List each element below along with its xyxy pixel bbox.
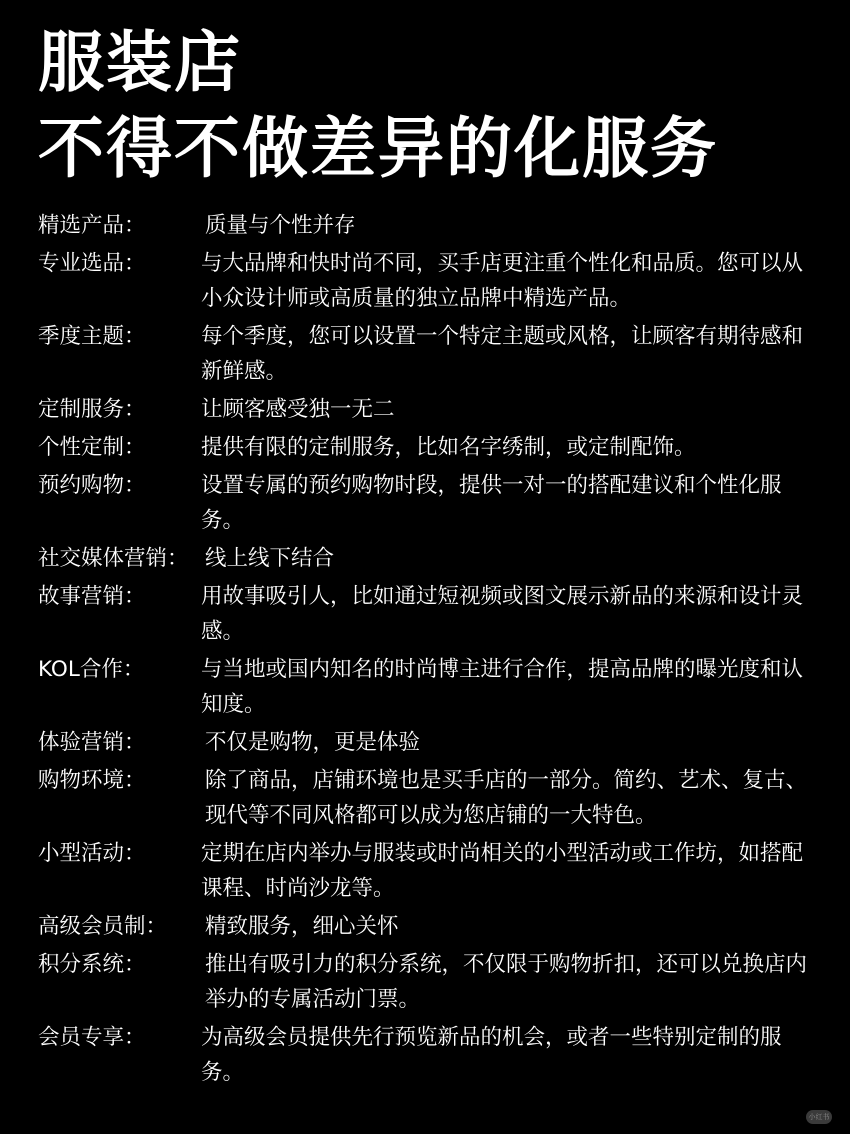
list-item: [0, 836, 850, 906]
item-text: 推出有吸引力的积分系统，不仅限于购物折扣，还可以兑换店内举办的专属活动门票。: [205, 952, 808, 1012]
item-text: 用故事吸引人，比如通过短视频或图文展示新品的来源和设计灵感。: [201, 584, 804, 644]
watermark-logo: 小红书: [806, 1110, 832, 1124]
item-text: 线上线下结合: [205, 546, 335, 571]
list-item: [0, 725, 850, 760]
list-item: [0, 392, 850, 427]
service-list: [0, 208, 850, 1090]
item-label: 季度主题：: [38, 324, 146, 349]
list-item: [0, 319, 850, 389]
item-text: 为高级会员提供先行预览新品的机会，或者一些特别定制的服务。: [201, 1025, 782, 1085]
item-text: 除了商品，店铺环境也是买手店的一部分。简约、艺术、复古、现代等不同风格都可以成为您店铺的一大特色。: [205, 768, 808, 828]
title-line-2: 不得不做差异的化服务: [38, 110, 718, 187]
item-text: 提供有限的定制服务，比如名字绣制，或定制配饰。: [201, 435, 696, 460]
item-text: 定期在店内举办与服装或时尚相关的小型活动或工作坊，如搭配课程、时尚沙龙等。: [201, 841, 804, 901]
item-label: 专业选品：: [38, 251, 146, 276]
item-label: 社交媒体营销：: [38, 546, 189, 571]
item-label: 购物环境：: [38, 768, 146, 793]
item-label: 体验营销：: [38, 730, 146, 755]
item-text: 每个季度，您可以设置一个特定主题或风格，让顾客有期待感和新鲜感。: [201, 324, 804, 384]
title-line-1: 服装店: [38, 24, 242, 101]
item-text: 精致服务，细心关怀: [205, 914, 399, 939]
item-label: 精选产品：: [38, 213, 146, 238]
list-item: [0, 246, 850, 316]
item-text: 与当地或国内知名的时尚博主进行合作，提高品牌的曝光度和认知度。: [201, 657, 804, 717]
list-item: [0, 909, 850, 944]
item-text: 不仅是购物，更是体验: [205, 730, 421, 755]
item-label: 高级会员制：: [38, 914, 168, 939]
item-label: 定制服务：: [38, 397, 146, 422]
page-title: [38, 20, 718, 192]
item-label: 积分系统：: [38, 952, 146, 977]
item-label: 预约购物：: [38, 473, 146, 498]
item-text: 设置专属的预约购物时段，提供一对一的搭配建议和个性化服务。: [201, 473, 782, 533]
list-item: [0, 208, 850, 243]
item-text: 让顾客感受独一无二: [201, 397, 395, 422]
list-item: [0, 430, 850, 465]
list-item: [0, 541, 850, 576]
item-label: 故事营销：: [38, 584, 146, 609]
item-label: 会员专享：: [38, 1025, 146, 1050]
item-label: 小型活动：: [38, 841, 146, 866]
item-label: 个性定制：: [38, 435, 146, 460]
item-label: KOL合作：: [38, 657, 145, 682]
item-text: 与大品牌和快时尚不同，买手店更注重个性化和品质。您可以从小众设计师或高质量的独立品牌中精选产品。: [201, 251, 804, 311]
list-item: [0, 652, 850, 722]
list-item: [0, 468, 850, 538]
item-text: 质量与个性并存: [205, 213, 356, 238]
list-item: [0, 1020, 850, 1090]
list-item: [0, 579, 850, 649]
list-item: [0, 947, 850, 1017]
list-item: [0, 763, 850, 833]
